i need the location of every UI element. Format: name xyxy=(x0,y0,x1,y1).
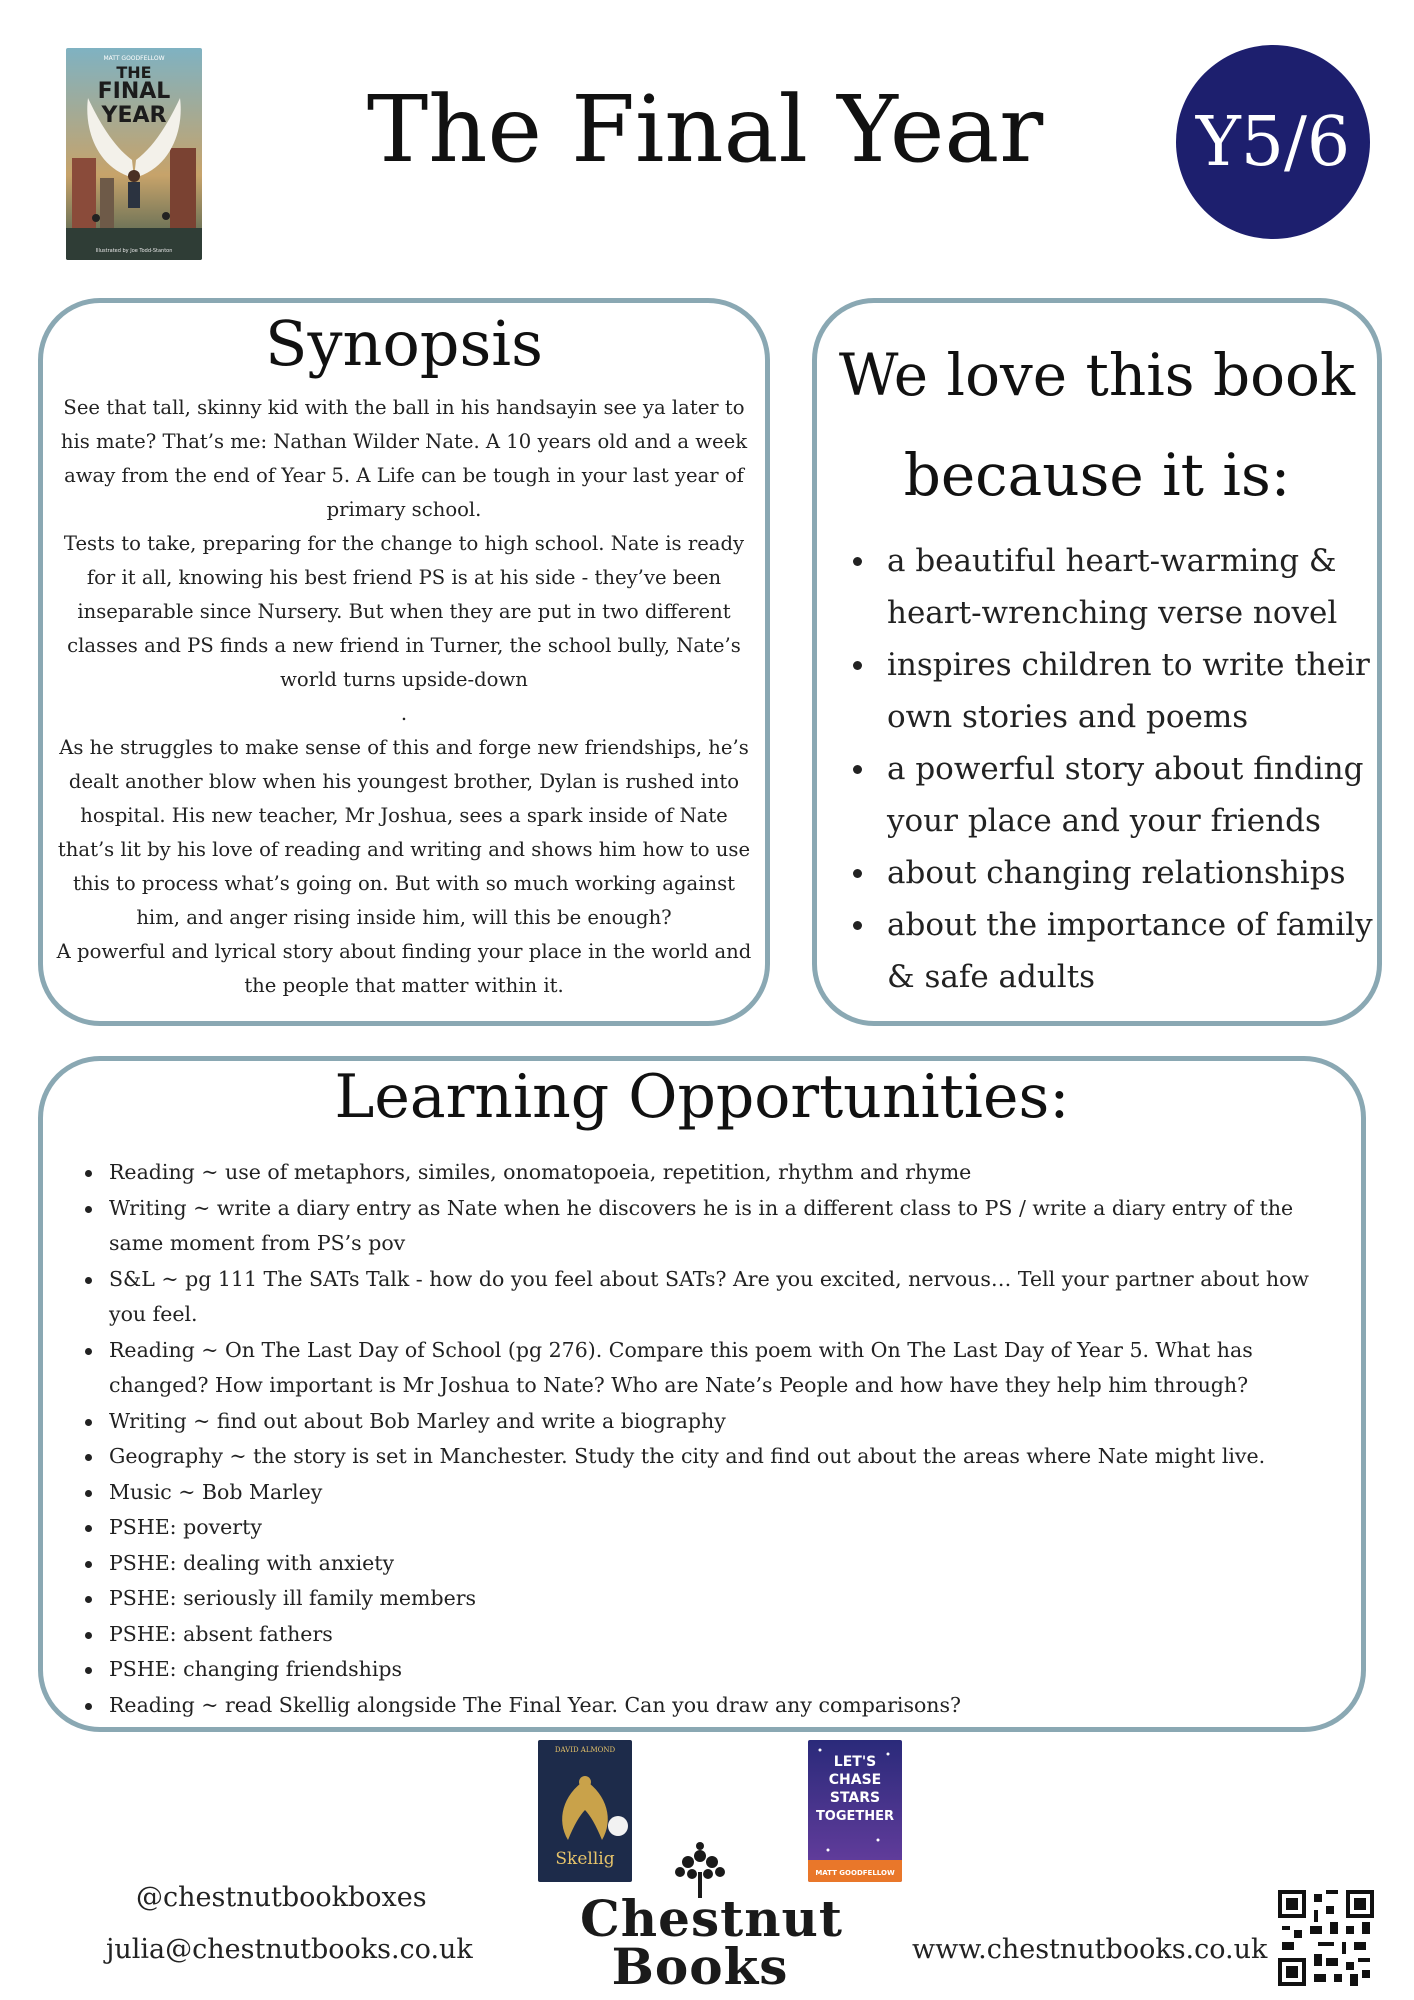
book-cover-lets-chase-stars-together xyxy=(808,1740,902,1882)
list-item: PSHE: changing friendships xyxy=(109,1652,1331,1688)
list-item: Writing ~ find out about Bob Marley and write a biography xyxy=(109,1404,1331,1440)
cover-title-line2: FINAL xyxy=(97,79,171,104)
list-item: inspires children to write their own stories and poems xyxy=(887,639,1377,743)
list-item: Geography ~ the story is set in Manchester. Study the city and find out about the areas where Nate might live. xyxy=(109,1439,1331,1475)
list-item: PSHE: seriously ill family members xyxy=(109,1581,1331,1617)
chase-title-line3: STARS xyxy=(829,1790,881,1806)
list-item: PSHE: dealing with anxiety xyxy=(109,1546,1331,1582)
chase-title-line1: LET'S xyxy=(833,1754,877,1770)
synopsis-paragraph: A powerful and lyrical story about finding your place in the world and the people that matter within it. xyxy=(56,940,752,998)
list-item: S&L ~ pg 111 The SATs Talk - how do you feel about SATs? Are you excited, nervous… Tell your partner about how you feel. xyxy=(109,1262,1331,1333)
logo-word-chestnut: Chestnut xyxy=(580,1889,844,1948)
year-badge: Y5/6 xyxy=(1176,45,1370,239)
synopsis-paragraph: See that tall, skinny kid with the ball in his handsayin see ya later to his mate? That’s me: Nathan Wilder Nate. A 10 years old and a week away from the end of Year 5. A Life can be tough in your last year of primary school. xyxy=(60,396,748,522)
list-item: a beautiful heart-warming & heart-wrenching verse novel xyxy=(887,535,1377,639)
cover-title-line3: YEAR xyxy=(101,103,167,128)
cover-title-line1: THE xyxy=(116,63,152,82)
list-item: Reading ~ use of metaphors, similes, onomatopoeia, repetition, rhythm and rhyme xyxy=(109,1155,1331,1191)
website-link[interactable]: www.chestnutbooks.co.uk xyxy=(912,1934,1268,1965)
learning-list xyxy=(43,1155,1361,1723)
book-cover-art xyxy=(66,48,202,260)
chestnut-books-logo xyxy=(580,1842,844,1996)
synopsis-panel xyxy=(38,298,770,1026)
synopsis-paragraph: . xyxy=(400,702,408,726)
qr-code[interactable] xyxy=(1278,1890,1374,1986)
social-handle[interactable]: @chestnutbookboxes xyxy=(136,1882,427,1913)
list-item: Music ~ Bob Marley xyxy=(109,1475,1331,1511)
we-love-heading: We love this book because it is: xyxy=(838,341,1356,509)
list-item: PSHE: poverty xyxy=(109,1510,1331,1546)
we-love-panel xyxy=(812,298,1382,1026)
synopsis-paragraph: As he struggles to make sense of this and forge new friendships, he’s dealt another blow when his youngest brother, Dylan is rushed into hospital. His new teacher, Mr Joshua, sees a spark inside of Nate that’s lit by his love of reading and writing and shows him how to use this to process what’s going on. But with so much working against him, and anger rising inside him, will this be enough? xyxy=(57,736,751,930)
skellig-title: Skellig xyxy=(555,1849,615,1869)
list-item: Reading ~ read Skellig alongside The Final Year. Can you draw any comparisons? xyxy=(109,1688,1331,1724)
chase-title-line2: CHASE xyxy=(828,1772,882,1788)
list-item: Writing ~ write a diary entry as Nate when he discovers he is in a different class to PS / write a diary entry of the same moment from PS’s pov xyxy=(109,1191,1331,1262)
we-love-list xyxy=(817,535,1377,1003)
logo-word-books: Books xyxy=(611,1937,789,1996)
synopsis-body xyxy=(49,391,759,1003)
qr-code-icon xyxy=(1278,1890,1374,1986)
email-link[interactable]: julia@chestnutbooks.co.uk xyxy=(106,1934,473,1965)
synopsis-heading: Synopsis xyxy=(265,307,543,380)
cover-author: MATT GOODFELLOW xyxy=(103,55,165,62)
book-cover-the-final-year xyxy=(66,48,202,260)
learning-heading: Learning Opportunities: xyxy=(334,1062,1070,1132)
chase-cover-art xyxy=(808,1740,902,1882)
page-title: The Final Year xyxy=(366,76,1044,183)
learning-opportunities-panel xyxy=(38,1056,1366,1732)
list-item: about the importance of family & safe adults xyxy=(887,899,1377,1003)
list-item: a powerful story about finding your place and your friends xyxy=(887,743,1377,847)
cover-illustrator: Illustrated by Joe Todd-Stanton xyxy=(95,248,173,254)
list-item: Reading ~ On The Last Day of School (pg 276). Compare this poem with On The Last Day of Year 5. What has changed? How important is Mr Joshua to Nate? Who are Nate’s People and how have they help him through? xyxy=(109,1333,1331,1404)
skellig-author: DAVID ALMOND xyxy=(554,1746,616,1754)
synopsis-paragraph: Tests to take, preparing for the change to high school. Nate is ready for it all, knowing his best friend PS is at his side - they’ve been inseparable since Nursery. But when they are put in two different classes and PS finds a new friend in Turner, the school bully, Nate’s world turns upside-down xyxy=(63,532,745,692)
chase-title-line4: TOGETHER xyxy=(815,1809,895,1824)
list-item: about changing relationships xyxy=(887,847,1377,899)
list-item: PSHE: absent fathers xyxy=(109,1617,1331,1653)
chase-author: MATT GOODFELLOW xyxy=(815,1869,895,1877)
